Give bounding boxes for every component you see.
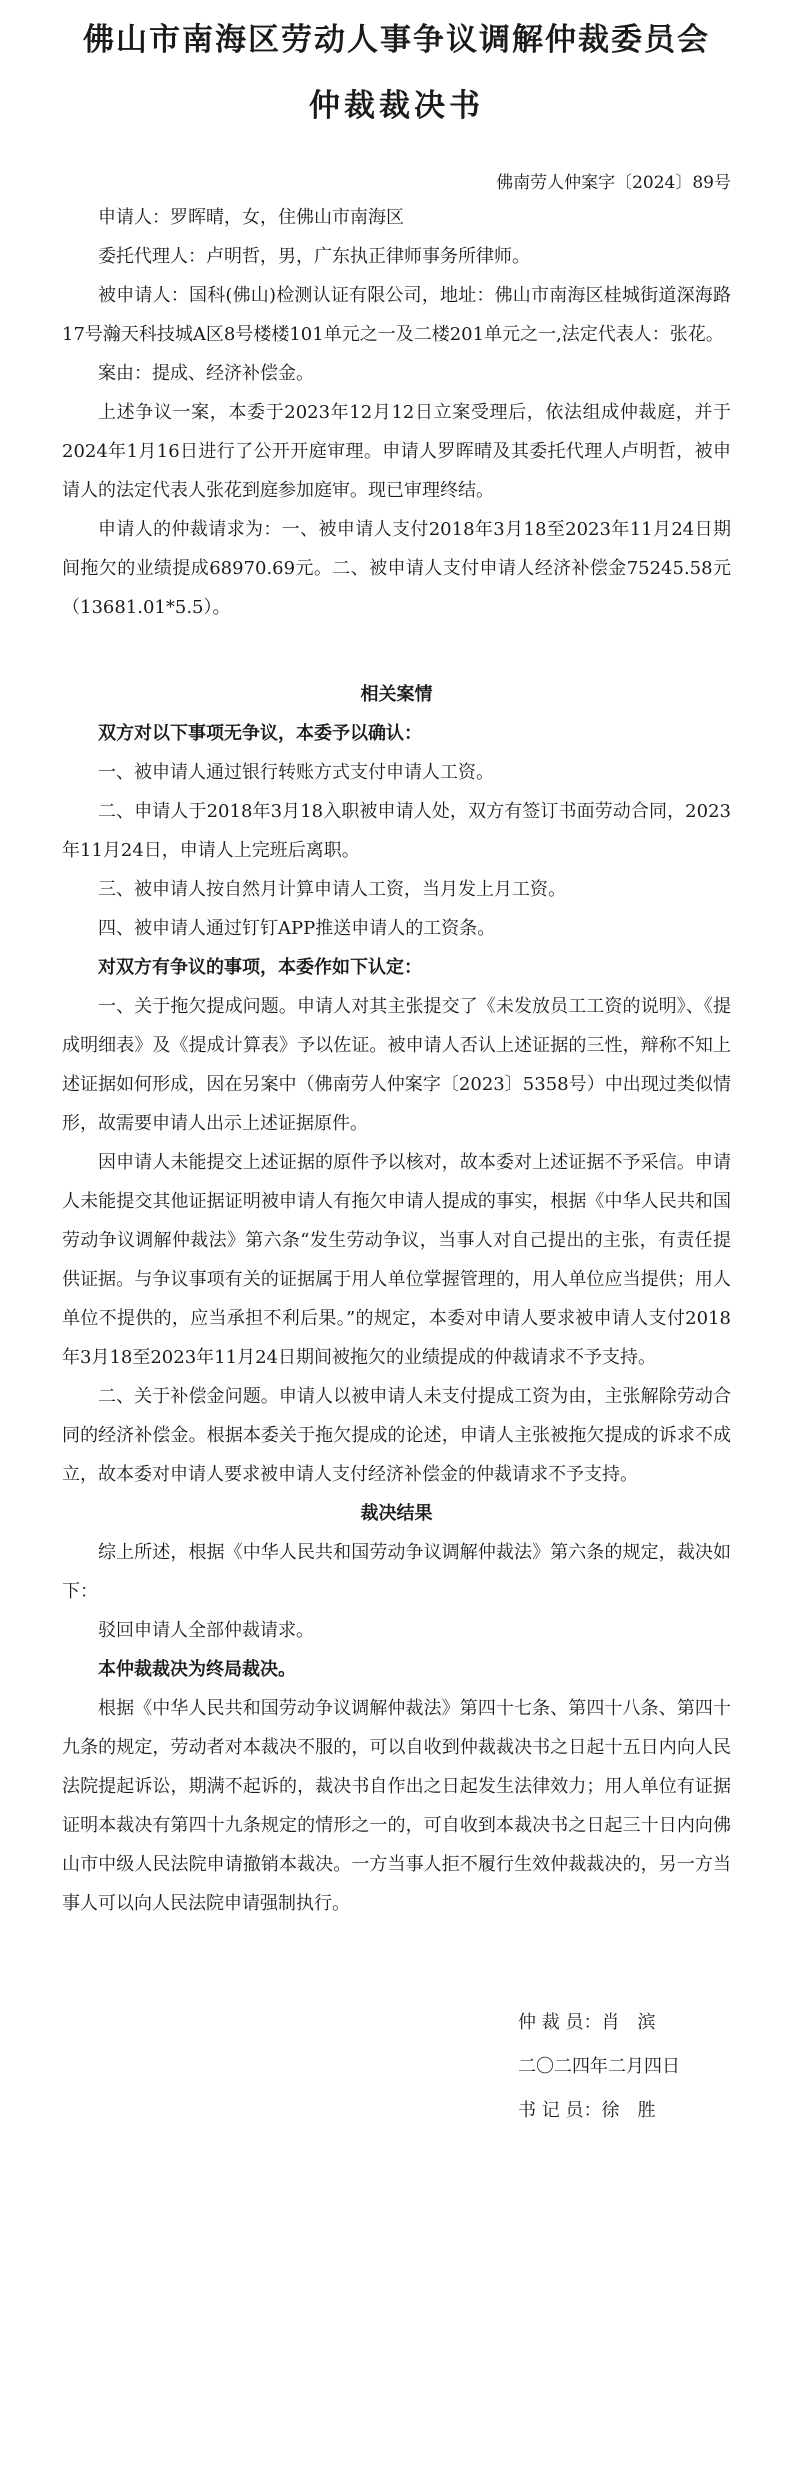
disputed-heading: 对双方有争议的事项，本委作如下认定： bbox=[98, 957, 422, 978]
disputed-paragraph: 一、关于拖欠提成问题。申请人对其主张提交了《未发放员工工资的说明》、《提成明细表》及《提成计算表》予以佐证。被申请人否认上述证据的三性，辩称不知上述证据如何形成，因在另案中（佛南劳人仲案字〔2023〕5358号）中出现过类似情形，故需要申请人出示上述证据原件。 bbox=[62, 996, 731, 1134]
clerk-signature: 书 记 员：徐 胜 bbox=[518, 2100, 656, 2121]
signature-date: 二〇二四年二月四日 bbox=[518, 2056, 680, 2077]
undisputed-item: 一、被申请人通过银行转账方式支付申请人工资。 bbox=[98, 762, 494, 783]
cause-of-action: 案由：提成、经济补偿金。 bbox=[98, 363, 314, 384]
section-spacer bbox=[62, 627, 731, 675]
result-paragraph: 综上所述，根据《中华人民共和国劳动争议调解仲裁法》第六条的规定，裁决如下： bbox=[62, 1542, 731, 1602]
agent: 委托代理人：卢明哲，男，广东执正律师事务所律师。 bbox=[98, 246, 530, 267]
applicant: 申请人：罗晖晴，女，住佛山市南海区 bbox=[98, 207, 404, 228]
procedure-paragraph: 上述争议一案，本委于2023年12月12日立案受理后，依法组成仲裁庭，并于2024年1月16日进行了公开开庭审理。申请人罗晖晴及其委托代理人卢明哲，被申请人的法定代表人张花到庭参加庭审。现已审理终结。 bbox=[62, 402, 731, 501]
undisputed-item: 三、被申请人按自然月计算申请人工资，当月发上月工资。 bbox=[98, 879, 566, 900]
facts-heading: 相关案情 bbox=[360, 684, 433, 705]
arbitrator-signature: 仲 裁 员：肖 滨 bbox=[518, 2012, 656, 2033]
final-statement: 本仲裁裁决为终局裁决。 bbox=[98, 1659, 296, 1680]
result-heading: 裁决结果 bbox=[360, 1503, 433, 1524]
claims-paragraph: 申请人的仲裁请求为：一、被申请人支付2018年3月18至2023年11月24日期间拖欠的业绩提成68970.69元。二、被申请人支付申请人经济补偿金75245.58元（13681.01*5.5）。 bbox=[62, 519, 731, 618]
case-number: 佛南劳人仲案字〔2024〕89号 bbox=[496, 173, 731, 193]
document-title: 仲裁裁决书 bbox=[309, 88, 484, 124]
disputed-paragraph: 因申请人未能提交上述证据的原件予以核对，故本委对上述证据不予采信。申请人未能提交其他证据证明被申请人有拖欠申请人提成的事实，根据《中华人民共和国劳动争议调解仲裁法》第六条“发生劳动争议，当事人对自己提出的主张，有责任提供证据。与争议事项有关的证据属于用人单位掌握管理的，用人单位应当提供；用人单位不提供的，应当承担不利后果。”的规定，本委对申请人要求被申请人支付2018年3月18至2023年11月24日期间被拖欠的业绩提成的仲裁请求不予支持。 bbox=[62, 1152, 731, 1368]
result-paragraph: 驳回申请人全部仲裁请求。 bbox=[98, 1620, 314, 1641]
undisputed-heading: 双方对以下事项无争议，本委予以确认： bbox=[98, 723, 422, 744]
signature-block bbox=[62, 2001, 731, 2133]
undisputed-item: 四、被申请人通过钉钉APP推送申请人的工资条。 bbox=[98, 918, 496, 939]
undisputed-item: 二、申请人于2018年3月18入职被申请人处，双方有签订书面劳动合同，2023年11月24日，申请人上完班后离职。 bbox=[62, 801, 731, 861]
appeal-paragraph: 根据《中华人民共和国劳动争议调解仲裁法》第四十七条、第四十八条、第四十九条的规定，劳动者对本裁决不服的，可以自收到仲裁裁决书之日起十五日内向人民法院提起诉讼，期满不起诉的，裁决书自作出之日起发生法律效力；用人单位有证据证明本裁决有第四十九条规定的情形之一的，可自收到本裁决书之日起三十日内向佛山市中级人民法院申请撤销本裁决。一方当事人拒不履行生效仲裁裁决的，另一方当事人可以向人民法院申请强制执行。 bbox=[62, 1698, 731, 1914]
document-body bbox=[62, 198, 731, 1923]
respondent: 被申请人：国科(佛山)检测认证有限公司，地址：佛山市南海区桂城街道深海路17号瀚天科技城A区8号楼楼101单元之一及二楼201单元之一,法定代表人：张花。 bbox=[62, 285, 731, 345]
disputed-paragraph: 二、关于补偿金问题。申请人以被申请人未支付提成工资为由，主张解除劳动合同的经济补偿金。根据本委关于拖欠提成的论述，申请人主张被拖欠提成的诉求不成立，故本委对申请人要求被申请人支付经济补偿金的仲裁请求不予支持。 bbox=[62, 1386, 731, 1485]
organization-name: 佛山市南海区劳动人事争议调解仲裁委员会 bbox=[83, 22, 710, 58]
